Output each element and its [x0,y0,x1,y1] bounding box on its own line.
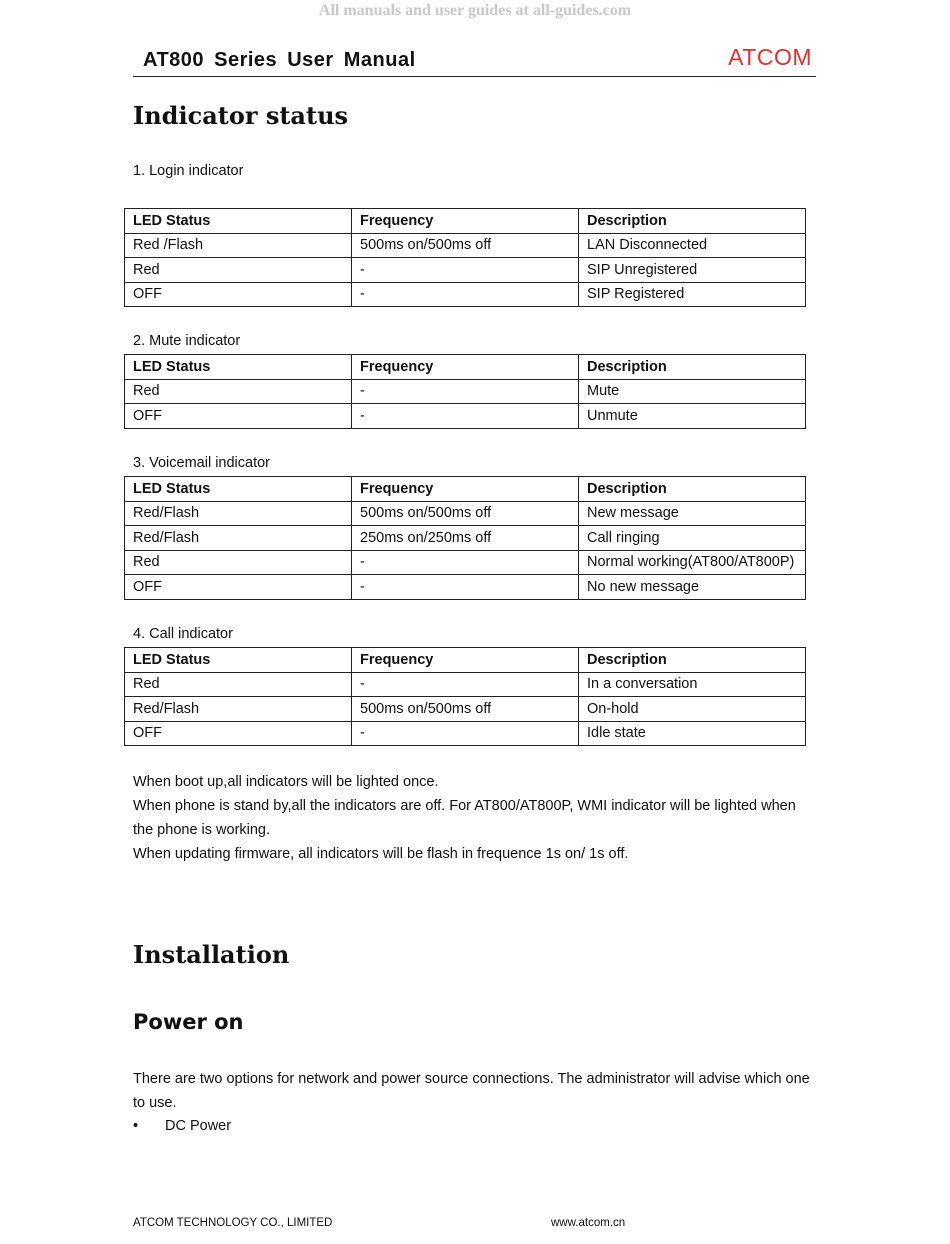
table-row [125,404,806,429]
table-header-row [125,355,806,380]
heading-installation: Installation [133,940,290,969]
column-header-description: Description [579,477,806,502]
call-indicator-label: 4. Call indicator [133,626,233,642]
table-header-row [125,477,806,502]
table-cell: OFF [125,575,352,600]
column-header-frequency: Frequency [352,209,579,234]
table-cell: OFF [125,282,352,307]
table-cell: - [352,575,579,600]
power-text: There are two options for network and power source connections. The administrator will advise which one to use. [133,1071,810,1111]
page-header [133,46,816,77]
mute-indicator-table [124,354,806,429]
table-row [125,575,806,600]
footer-company: ATCOM TECHNOLOGY CO., LIMITED [133,1217,333,1229]
column-header-description: Description [579,355,806,380]
table-cell: OFF [125,404,352,429]
table-cell: - [352,379,579,404]
table-cell: Mute [579,379,806,404]
column-header-description: Description [579,648,806,673]
bullet-text: DC Power [165,1118,232,1134]
heading-power-on: Power on [133,1010,244,1034]
table-cell: Red /Flash [125,233,352,258]
login-indicator-label: 1. Login indicator [133,163,244,179]
table-header-row [125,648,806,673]
table-row [125,379,806,404]
table-cell: 500ms on/500ms off [352,233,579,258]
table-cell: Red/Flash [125,526,352,551]
table-cell: Call ringing [579,526,806,551]
table-cell: SIP Unregistered [579,258,806,283]
heading-indicator-status: Indicator status [133,101,349,130]
table-cell: On-hold [579,697,806,722]
table-row [125,258,806,283]
table-cell: Red [125,550,352,575]
table-cell: Idle state [579,721,806,746]
note-boot: When boot up,all indicators will be lighted once. [133,774,439,790]
table-cell: SIP Registered [579,282,806,307]
table-cell: Red [125,672,352,697]
table-row [125,233,806,258]
table-cell: 500ms on/500ms off [352,697,579,722]
power-description [133,1067,813,1115]
table-header-row [125,209,806,234]
table-cell: - [352,721,579,746]
note-firmware: When updating firmware, all indicators will be flash in frequence 1s on/ 1s off. [133,846,629,862]
column-header-led-status: LED Status [125,355,352,380]
manual-title: AT800 Series User Manual [143,49,416,71]
table-row [125,697,806,722]
table-row [125,721,806,746]
watermark: All manuals and user guides at all-guides.com [318,2,632,19]
table-cell: - [352,404,579,429]
footer-website: www.atcom.cn [551,1217,626,1229]
atcom-logo: ATCOM [728,44,812,70]
column-header-led-status: LED Status [125,648,352,673]
column-header-frequency: Frequency [352,477,579,502]
table-row [125,672,806,697]
indicator-notes [133,770,813,866]
table-cell: 250ms on/250ms off [352,526,579,551]
table-cell: No new message [579,575,806,600]
table-cell: - [352,258,579,283]
table-cell: - [352,550,579,575]
column-header-description: Description [579,209,806,234]
table-row [125,526,806,551]
table-cell: Red/Flash [125,697,352,722]
table-cell: Red [125,379,352,404]
column-header-frequency: Frequency [352,648,579,673]
voicemail-indicator-label: 3. Voicemail indicator [133,455,271,471]
table-cell: 500ms on/500ms off [352,501,579,526]
table-cell: OFF [125,721,352,746]
table-row [125,550,806,575]
login-indicator-table [124,208,806,307]
table-cell: New message [579,501,806,526]
table-row [125,282,806,307]
column-header-frequency: Frequency [352,355,579,380]
table-cell: Red/Flash [125,501,352,526]
table-cell: Red [125,258,352,283]
note-standby: When phone is stand by,all the indicators are off. For AT800/AT800P, WMI indicator will be lighted when the phone is working. [133,798,796,838]
table-cell: - [352,282,579,307]
bullet-icon: • [133,1118,139,1134]
table-cell: In a conversation [579,672,806,697]
voicemail-indicator-table [124,476,806,600]
mute-indicator-label: 2. Mute indicator [133,333,241,349]
table-cell: LAN Disconnected [579,233,806,258]
column-header-led-status: LED Status [125,209,352,234]
table-cell: Unmute [579,404,806,429]
table-cell: - [352,672,579,697]
list-item [133,1118,231,1134]
table-row [125,501,806,526]
call-indicator-table [124,647,806,746]
table-cell: Normal working(AT800/AT800P) [579,550,806,575]
column-header-led-status: LED Status [125,477,352,502]
